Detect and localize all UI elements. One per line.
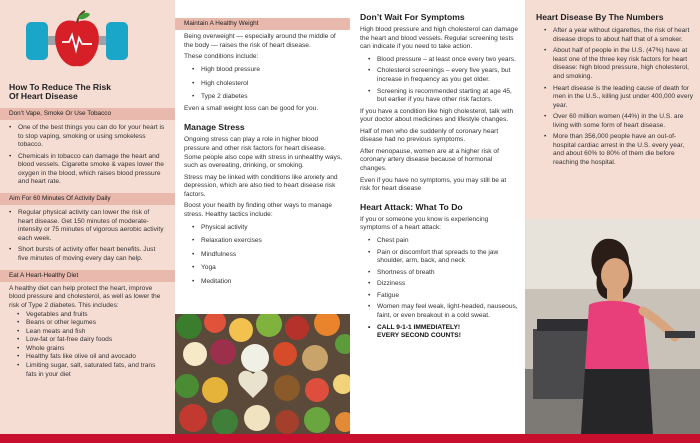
list-item: • Pain or discomfort that spreads to the jaw shoulder, arm, back, and neck [368, 249, 518, 266]
stats-list [544, 27, 694, 167]
menopause-paragraph: After menopause, women are at a higher risk of coronary artery disease because of hormonal changes. [360, 147, 499, 173]
list-item: • Lean meats and fish [17, 328, 166, 337]
stress-heading: Manage Stress [184, 122, 245, 133]
conditions-intro: These conditions include: [184, 53, 259, 61]
list-item: • High cholesterol [192, 80, 344, 89]
list-item: • Type 2 diabetes [192, 93, 344, 102]
call-911-callout [368, 324, 518, 341]
symptoms-intro: High blood pressure and high cholesterol can damage the heart and blood vessels. Regular screening tests can indicate if you need to take action. [360, 26, 518, 51]
activity-list [9, 209, 166, 263]
dumbbell-apple-image [22, 8, 132, 72]
stress-paragraph-2: Stress may be linked with conditions like anxiety and depression, which are also tied to heart disease risk factors. [184, 173, 338, 198]
list-item: • Screening is recommended starting at age 45, but earlier if you have other risk factors. [368, 88, 518, 105]
section-heading-tobacco: Don’t Vape, Smoke Or Use Tobacco [0, 108, 175, 120]
section-heading-activity: Aim For 60 Minutes Of Activity Daily [0, 193, 175, 205]
list-item: • Over 60 million women (44%) in the U.S. are living with some form of heart disease. [544, 113, 694, 130]
healthy-food-image [175, 314, 350, 434]
heart-attack-intro: If you or someone you know is experiencing symptoms of a heart attack: [360, 215, 489, 232]
no-symptoms-paragraph: Even if you have no symptoms, you may still be at risk for heart disease [360, 176, 507, 193]
list-item: • Short bursts of activity offer heart benefits. Just five minutes of moving every day can help. [9, 246, 166, 263]
cta-line-1: • CALL 9-1-1 IMMEDIATELY! [377, 323, 461, 331]
title-line-2: Of Heart Disease [9, 91, 78, 102]
attack-symptoms-list [368, 237, 518, 341]
condition-paragraph: If you have a condition like high cholesterol, talk with your doctor about medicines and lifestyle changes. [360, 107, 514, 124]
section-heading-weight: Maintain A Healthy Weight [175, 18, 350, 30]
section-heading-diet: Eat A Heart-Healthy Diet [0, 270, 175, 282]
list-item: • Fatigue [368, 292, 518, 301]
list-item: • More than 356,000 people have an out-of-hospital cardiac arrest in the U.S. every year, and about 60% to 80% of them die before reaching the hospital. [544, 133, 694, 167]
list-item: • Heart disease is the leading cause of death for men in the U.S., killing just under 400,000 every year. [544, 85, 694, 111]
screenings-list [368, 56, 518, 105]
list-item: • Chest pain [368, 237, 518, 246]
list-item: • Regular physical activity can lower the risk of heart disease. Get 150 minutes of moderate-intensity or 75 minutes of vigorous aerobic activity each week. [9, 209, 166, 243]
sudden-death-paragraph: Half of men who die suddenly of coronary heart disease had no previous symptoms. [360, 127, 499, 144]
numbers-heading: Heart Disease By The Numbers [536, 12, 664, 22]
list-item: • Dizziness [368, 280, 518, 289]
list-item: • Beans or other legumes [17, 319, 166, 328]
list-item: • High blood pressure [192, 66, 344, 75]
panel-weight-stress [175, 0, 350, 434]
panel-reduce-risk [0, 0, 175, 434]
list-item: • Relaxation exercises [192, 237, 344, 246]
diet-intro: A healthy diet can help protect the heart, improve blood pressure and cholesterol, as well as lower the risk of Type 2 diabetes. This includes: [9, 284, 161, 310]
list-item: • Chemicals in tobacco can damage the heart and blood vessels. Cigarette smoke & vapes lower the oxygen in the blood, which raises blood pressure and heart rate. [9, 153, 166, 187]
list-item: • Whole grains [17, 345, 166, 354]
conditions-list [192, 66, 344, 102]
list-item: • Meditation [192, 278, 344, 287]
weight-intro: Being overweight — especially around the middle of the body — raises the risk of heart disease. [184, 33, 336, 49]
diet-list [17, 311, 166, 380]
heart-attack-heading: Heart Attack: What To Do [360, 201, 463, 212]
stress-paragraph-1: Ongoing stress can play a role in higher blood pressure and other risk factors for heart disease. Some people also cope with stress in unhealthy ways, such as overeating, drinking, or smoking. [184, 136, 342, 170]
list-item: • Vegetables and fruits [17, 311, 166, 320]
list-item: • About half of people in the U.S. (47%) have at least one of the three key risk factors for heart disease: high blood pressure, high cholesterol, and smoking. [544, 47, 694, 81]
weight-outro: Even a small weight loss can be good for you. [184, 104, 319, 112]
stress-paragraph-3: Boost your health by finding other ways to manage stress. Healthy tactics include: [184, 202, 333, 218]
list-item: • Low-fat or fat-free dairy foods [17, 336, 166, 345]
list-item: • Women may feel weak, light-headed, nauseous, faint, or even breakout in a cold sweat. [368, 303, 518, 320]
panel-numbers [525, 0, 700, 434]
tactics-list [192, 224, 344, 287]
cta-line-2: EVERY SECOND COUNTS! [377, 332, 461, 340]
treadmill-woman-image [525, 219, 700, 434]
title-line-1: How To Reduce The Risk [9, 82, 112, 92]
list-item: • After a year without cigarettes, the risk of heart disease drops to about half that of a smoker. [544, 27, 694, 44]
list-item: • Physical activity [192, 224, 344, 233]
tobacco-list [9, 124, 166, 187]
panel-symptoms [350, 0, 525, 434]
bottom-accent-bar [0, 434, 700, 443]
list-item: • Limiting sugar, salt, saturated fats, and trans fats in your diet [17, 362, 166, 379]
list-item: • Healthy fats like olive oil and avocado [17, 353, 166, 362]
list-item: • Yoga [192, 264, 344, 273]
panel1-title [9, 82, 166, 102]
list-item: • Shortness of breath [368, 269, 518, 278]
list-item: • Mindfulness [192, 251, 344, 260]
symptoms-heading: Don’t Wait For Symptoms [360, 12, 465, 22]
list-item: • Cholesterol screenings – every five years, but increase in frequency as you get older. [368, 67, 518, 84]
list-item: • One of the best things you can do for your heart is to stop vaping, smoking or using smokeless tobacco. [9, 124, 166, 150]
list-item: • Blood pressure – at least once every two years. [368, 56, 518, 65]
